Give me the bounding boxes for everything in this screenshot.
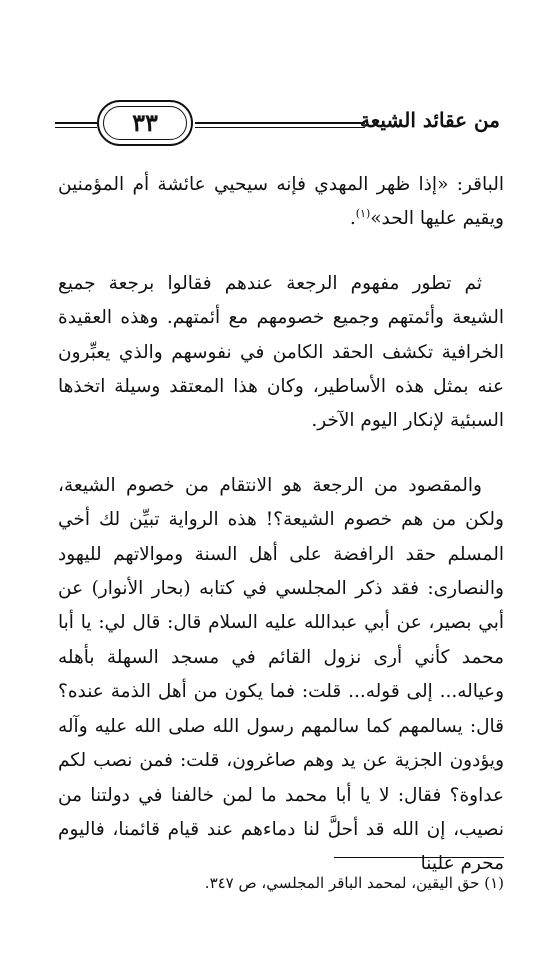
header-rule-right-thin <box>195 127 365 128</box>
paragraph-2 <box>58 267 504 439</box>
footnote-1-number: (١) <box>484 874 504 892</box>
footnote-1-text: حق اليقين، لمحمد الباقر المجلسي، ص ٣٤٧. <box>204 874 480 892</box>
footnote-separator <box>334 857 504 858</box>
footnote-1 <box>64 872 504 894</box>
paragraph-3 <box>58 469 504 882</box>
paragraph-1-text: الباقر: «إذا ظهر المهدي فإنه سيحيي عائشة أم المؤمنين ويقيم عليها الحد» <box>58 174 504 230</box>
header-rule-left-thin <box>55 127 97 128</box>
paragraph-1 <box>58 168 504 237</box>
paragraph-1-tail: . <box>349 208 356 230</box>
header-rule-right <box>195 122 365 124</box>
page-number: ٣٣ <box>132 108 158 137</box>
running-header <box>55 100 500 148</box>
paragraph-2-text: ثم تطور مفهوم الرجعة عندهم فقالوا برجعة جميع الشيعة وأئمتهم وجميع خصومهم مع أئمتهم. وهذه العقيدة الخرافية تكشف الحقد الكامن في نفوسهم والذي يعبِّرون عنه بمثل هذه الأساطير، وكان هذا المعتقد وسيلة اتخذها السبئية لإنكار اليوم الآخر. <box>58 272 504 432</box>
header-rule-left <box>55 122 97 124</box>
footnote-ref-1: (١) <box>355 207 371 221</box>
page-body <box>58 168 504 882</box>
page-number-cartouche <box>97 100 193 146</box>
running-header-title: من عقائد الشيعة <box>360 108 500 132</box>
paragraph-3-text: والمقصود من الرجعة هو الانتقام من خصوم الشيعة، ولكن من هم خصوم الشيعة؟! هذه الرواية تبيِّن لك أخي المسلم حقد الرافضة على أهل السنة وموالاتهم لليهود والنصارى: فقد ذكر المجلسي في كتابه (بحار الأنوار) عن أبي بصير، عن أبي عبدالله عليه السلام قال: قال لي: يا أبا محمد كأني أرى نزول القائم في مسجد السهلة بأهله وعياله... إلى قوله... قلت: فما يكون من أهل الذمة عنده؟ قال: يسالمهم كما سالمهم رسول الله صلى الله عليه وآله ويؤدون الجزية عن يد وهم صاغرون، قلت: فمن نصب لكم عداوة؟ فقال: لا يا أبا محمد ما لمن خالفنا في دولتنا من نصيب، إن الله قد أحلَّ لنا دماءهم عند قيام قائمنا، فاليوم محرم علينا <box>58 474 504 875</box>
